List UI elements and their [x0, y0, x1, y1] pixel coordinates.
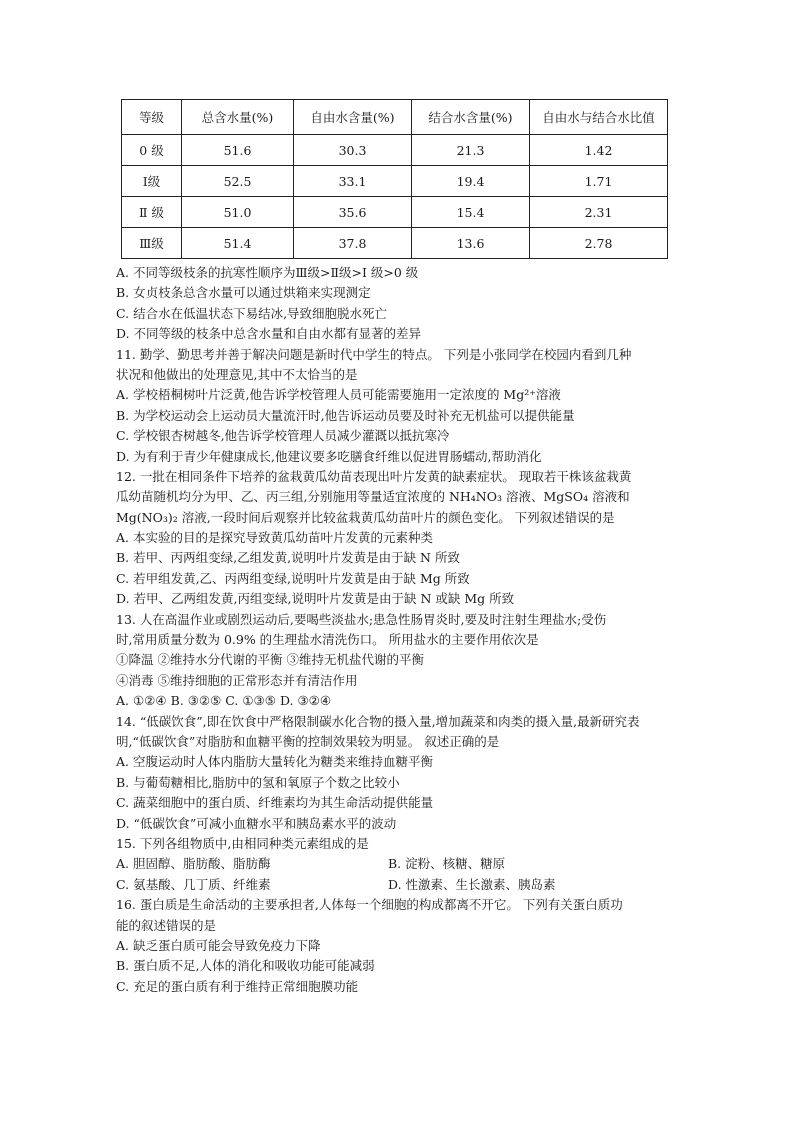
- text-line: 14. “低碳饮食”,即在饮食中严格限制碳水化合物的摄入量,增加蔬菜和肉类的摄入量,最新研究表: [116, 713, 640, 729]
- text-line: A. ①②④ B. ③②⑤ C. ①③⑤ D. ③②④: [116, 693, 332, 709]
- text-line: 时,常用质量分数为 0.9% 的生理盐水清洗伤口。 所用盐水的主要作用依次是: [116, 632, 539, 648]
- text-line: A. 学校梧桐树叶片泛黄,他告诉学校管理人员可能需要施用一定浓度的 Mg²⁺溶液: [116, 387, 561, 403]
- text-line: D. 不同等级的枝条中总含水量和自由水都有显著的差异: [116, 326, 422, 342]
- text-line: C. 蔬菜细胞中的蛋白质、纤维素均为其生命活动提供能量: [116, 795, 434, 811]
- table-row: [122, 197, 668, 228]
- text-line: 12. 一批在相同条件下培养的盆栽黄瓜幼苗表现出叶片发黄的缺素症状。 现取若干株该盆栽黄: [116, 468, 632, 484]
- table-row: [122, 135, 668, 166]
- question-text: [116, 263, 686, 997]
- table-row: [122, 166, 668, 197]
- text-line: 瓜幼苗随机均分为甲、乙、丙三组,分别施用等量适宜浓度的 NH₄NO₃ 溶液、MgSO₄ 溶液和: [116, 489, 630, 505]
- table-cell: 51.4: [182, 228, 294, 259]
- table-header-cell: 等级: [122, 100, 182, 135]
- text-line: B. 女贞枝条总含水量可以通过烘箱来实现测定: [116, 285, 371, 301]
- table-cell: 51.6: [182, 135, 294, 166]
- text-line: C. 充足的蛋白质有利于维持正常细胞膜功能: [116, 978, 359, 994]
- table-header-cell: 自由水含量(%): [294, 100, 412, 135]
- option-text: B. 淀粉、核糖、糖原: [388, 856, 506, 872]
- text-line: 能的叙述错误的是: [116, 917, 217, 933]
- table-cell: 19.4: [412, 166, 530, 197]
- table-row: [122, 228, 668, 259]
- option-text: C. 氨基酸、几丁质、纤维素: [116, 876, 271, 892]
- text-line: D. 若甲、乙两组发黄,丙组变绿,说明叶片发黄是由于缺 N 或缺 Mg 所致: [116, 591, 515, 607]
- water-content-table: [121, 99, 668, 259]
- text-line: A. 缺乏蛋白质可能会导致免疫力下降: [116, 937, 321, 953]
- text-line: C. 学校银杏树越冬,他告诉学校管理人员减少灌溉以抵抗寒冷: [116, 428, 450, 444]
- text-line: A. 本实验的目的是探究导致黄瓜幼苗叶片发黄的元素种类: [116, 530, 433, 546]
- text-line: 13. 人在高温作业或剧烈运动后,要喝些淡盐水;患急性肠胃炎时,要及时注射生理盐水;受伤: [116, 611, 607, 627]
- table-cell: 2.31: [530, 197, 668, 228]
- text-line: D. “低碳饮食”可减小血糖水平和胰岛素水平的波动: [116, 815, 397, 831]
- table-cell: 1.71: [530, 166, 668, 197]
- option-row: [116, 854, 686, 874]
- table-cell: 33.1: [294, 166, 412, 197]
- table-cell: 13.6: [412, 228, 530, 259]
- text-line: 状况和他做出的处理意见,其中不太恰当的是: [116, 366, 358, 382]
- text-line: Mg(NO₃)₂ 溶液,一段时间后观察并比较盆栽黄瓜幼苗叶片的颜色变化。 下列叙述错误的是: [116, 509, 615, 525]
- table-cell: 21.3: [412, 135, 530, 166]
- text-line: 明,“低碳饮食”对脂肪和血糖平衡的控制效果较为明显。 叙述正确的是: [116, 733, 500, 749]
- table-cell: 1.42: [530, 135, 668, 166]
- text-line: 15. 下列各组物质中,由相同种类元素组成的是: [116, 835, 369, 851]
- table-cell: 30.3: [294, 135, 412, 166]
- text-line: C. 若甲组发黄,乙、丙两组变绿,说明叶片发黄是由于缺 Mg 所致: [116, 570, 470, 586]
- text-line: ④消毒 ⑤维持细胞的正常形态并有清洁作用: [116, 672, 358, 688]
- text-line: ①降温 ②维持水分代谢的平衡 ③维持无机盐代谢的平衡: [116, 652, 424, 668]
- table-cell: 35.6: [294, 197, 412, 228]
- table-cell: 2.78: [530, 228, 668, 259]
- text-line: C. 结合水在低温状态下易结冰,导致细胞脱水死亡: [116, 305, 388, 321]
- table-header-cell: 自由水与结合水比值: [530, 100, 668, 135]
- text-line: B. 与葡萄糖相比,脂肪中的氢和氧原子个数之比较小: [116, 774, 400, 790]
- option-text: A. 胆固醇、脂肪酸、脂肪酶: [116, 856, 271, 872]
- option-text: D. 性激素、生长激素、胰岛素: [388, 876, 556, 892]
- table-cell: Ⅲ级: [122, 228, 182, 259]
- text-line: B. 为学校运动会上运动员大量流汗时,他告诉运动员要及时补充无机盐可以提供能量: [116, 407, 575, 423]
- text-line: D. 为有利于青少年健康成长,他建议要多吃膳食纤维以促进胃肠蠕动,帮助消化: [116, 448, 542, 464]
- table-cell: Ⅰ级: [122, 166, 182, 197]
- text-line: B. 若甲、丙两组变绿,乙组发黄,说明叶片发黄是由于缺 N 所致: [116, 550, 460, 566]
- table-header-cell: 结合水含量(%): [412, 100, 530, 135]
- table-cell: 51.0: [182, 197, 294, 228]
- table-cell: 0 级: [122, 135, 182, 166]
- text-line: A. 不同等级枝条的抗寒性顺序为Ⅲ级>Ⅱ级>Ⅰ 级>0 级: [116, 265, 419, 280]
- option-row: [116, 875, 686, 895]
- text-line: 11. 勤学、勤思考并善于解决问题是新时代中学生的特点。 下列是小张同学在校园内看到几种: [116, 346, 632, 362]
- table-cell: Ⅱ 级: [122, 197, 182, 228]
- table-header-cell: 总含水量(%): [182, 100, 294, 135]
- table-cell: 52.5: [182, 166, 294, 197]
- table-cell: 15.4: [412, 197, 530, 228]
- table-header-row: [122, 100, 668, 135]
- table-cell: 37.8: [294, 228, 412, 259]
- text-line: A. 空腹运动时人体内脂肪大量转化为糖类来维持血糖平衡: [116, 754, 433, 770]
- text-line: B. 蛋白质不足,人体的消化和吸收功能可能减弱: [116, 958, 375, 974]
- text-line: 16. 蛋白质是生命活动的主要承担者,人体每一个细胞的构成都离不开它。 下列有关蛋白质功: [116, 897, 623, 913]
